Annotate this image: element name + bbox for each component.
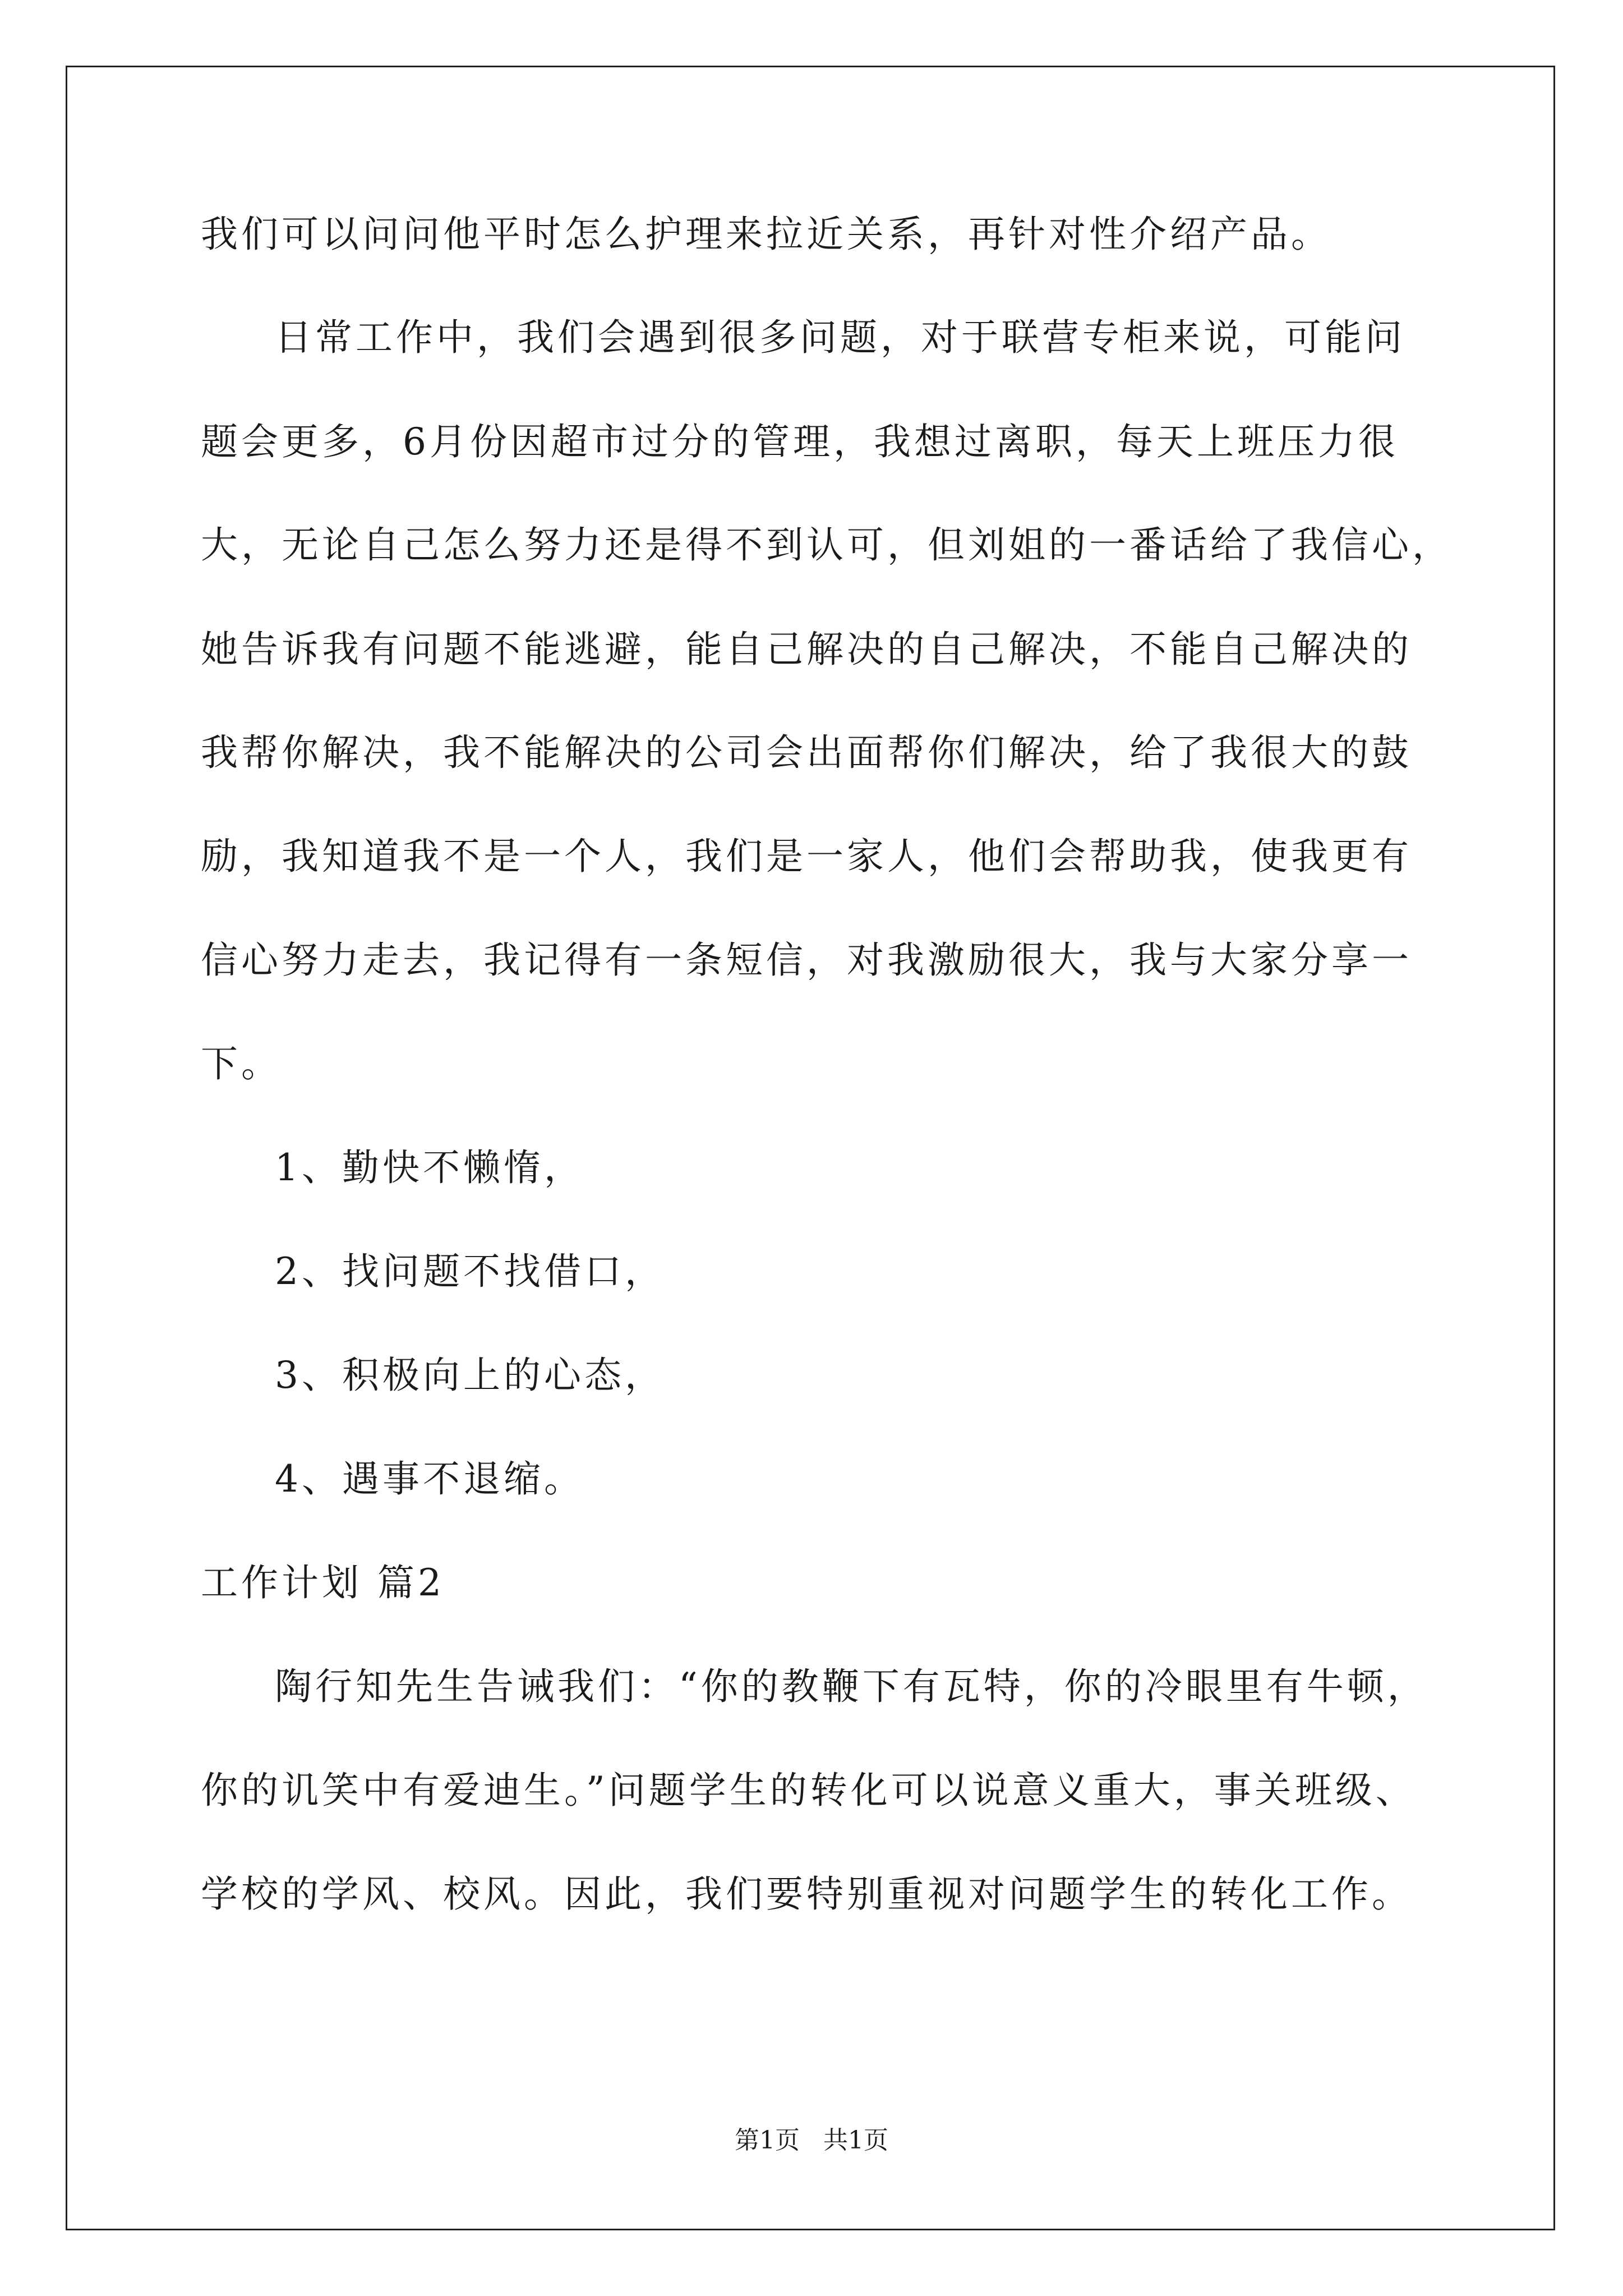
paragraph-line: 下。 — [201, 1042, 282, 1085]
paragraph-line: 她告诉我有问题不能逃避，能自己解决的自己解决，不能自己解决的 — [201, 628, 1412, 671]
list-item: 4、遇事不退缩。 — [275, 1457, 584, 1501]
paragraph-line: 日常工作中，我们会遇到很多问题，对于联营专柜来说，可能问 — [275, 316, 1405, 359]
paragraph-line: 陶行知先生告诫我们：“你的教鞭下有瓦特，你的冷眼里有牛顿， — [275, 1665, 1428, 1708]
list-item: 2、找问题不找借口， — [275, 1250, 665, 1293]
list-item: 3、积极向上的心态， — [275, 1354, 665, 1397]
paragraph-line: 我们可以问问他平时怎么护理来拉近关系，再针对性介绍产品。 — [201, 213, 1331, 256]
list-item: 1、勤快不懒惰， — [275, 1146, 584, 1189]
paragraph-line: 信心努力走去，我记得有一条短信，对我激励很大，我与大家分享一 — [201, 938, 1412, 982]
paragraph-line: 你的讥笑中有爱迪生。”问题学生的转化可以说意义重大，事关班级、 — [201, 1769, 1416, 1812]
paragraph-line: 学校的学风、校风。因此，我们要特别重视对问题学生的转化工作。 — [201, 1872, 1412, 1916]
paragraph-line: 大，无论自己怎么努力还是得不到认可，但刘姐的一番话给了我信心， — [201, 523, 1453, 567]
paragraph-line: 励，我知道我不是一个人，我们是一家人，他们会帮助我，使我更有 — [201, 835, 1412, 878]
page-footer: 第1页 共1页 — [735, 2126, 888, 2155]
paragraph-line: 题会更多，6月份因超市过分的管理，我想过离职，每天上班压力很 — [201, 420, 1399, 463]
paragraph-line: 我帮你解决，我不能解决的公司会出面帮你们解决，给了我很大的鼓 — [201, 731, 1412, 774]
section-heading: 工作计划 篇2 — [201, 1561, 445, 1604]
